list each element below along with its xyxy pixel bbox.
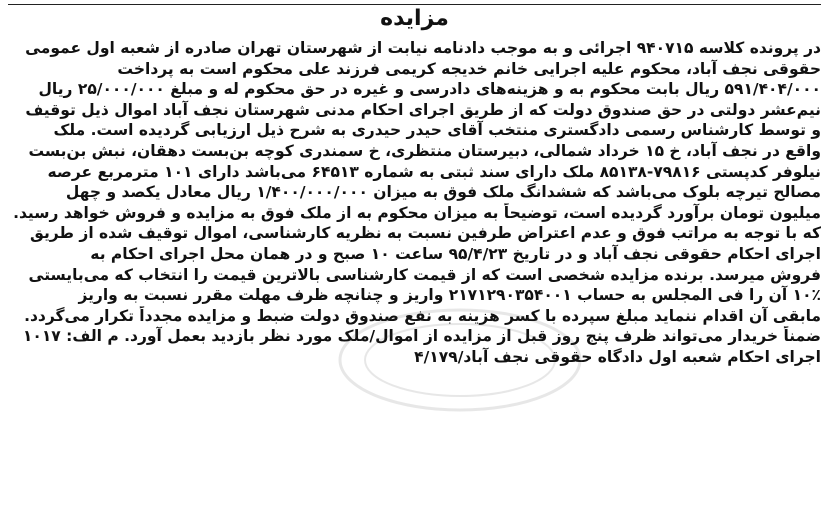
notice-line: نیلوفر کدپستی ۷۹۸۱۶-۸۵۱۳۸ ملک دارای سند ثبتی به شماره ۶۴۵۱۳ می‌باشد دارای ۱۰۱ مترمربع عرصه (47, 162, 821, 181)
notice-line: نیم‌عشر دولتی در حق صندوق دولت که از طریق اجرای احکام مدنی شهرستان نجف آباد اموال ذیل توقیف (25, 100, 821, 119)
notice-line: واقع در نجف آباد، خ ۱۵ خرداد شمالی، دبیرستان منتظری، خ سمندری کوچه بن‌بست دهقان، نبش بن‌بست (28, 141, 821, 160)
notice-line: میلیون تومان برآورد گردیده است، توضیحاً به میزان محکوم به از ملک فوق به مزایده و فروش خواهد رسید. (13, 203, 821, 222)
notice-line: اجرای احکام حقوقی نجف آباد و در تاریخ ۹۵/۴/۲۳ ساعت ۱۰ صبح و در همان محل اجرای احکام به (90, 244, 821, 263)
notice-line: مابقی آن اقدام ننماید مبلغ سپرده با کسر هزینه به نفع صندوق دولت ضبط و مزایده مجدداً تکرار می‌گردد. (24, 306, 821, 325)
notice-line: حقوقی نجف آباد، محکوم علیه اجرایی خانم خدیجه کریمی فرزند علی محکوم است به پرداخت (117, 59, 821, 78)
notice-title: مزایده (380, 6, 449, 31)
notice-line: ضمناً خریدار می‌تواند ظرف پنج روز قبل از مزایده از اموال/ملک مورد نظر بازدید بعمل آورد. م الف: ۱۰۱۷ (22, 327, 821, 346)
notice-line: ۵۹۱/۴۰۴/۰۰۰ ریال بابت محکوم به و هزینه‌های دادرسی و غیره در حق محکوم له و مبلغ ۲۵/۰۰۰/۰۰۰ ریال (38, 80, 821, 99)
notice-line: و توسط کارشناس رسمی دادگستری منتخب آقای حیدر حیدری به شرح ذیل ارزیابی گردیده است. ملک (53, 121, 821, 140)
top-rule (8, 4, 821, 5)
notice-line: فروش میرسد. برنده مزایده شخصی است که از قیمت کارشناسی بالاترین قیمت را انتخاب که می‌بایستی (28, 265, 821, 284)
notice-line: در پرونده کلاسه ۹۴۰۷۱۵ اجرائی و به موجب دادنامه نیابت از شهرستان تهران صادره از شعبه اول عمومی (25, 39, 821, 57)
notice-line: ۱۰٪ آن را فی المجلس به حساب ۲۱۷۱۲۹۰۳۵۴۰۰۱ واریز و چنانچه ظرف مهلت مقرر نسبت به واریز (78, 286, 821, 305)
notice-body (8, 38, 821, 368)
notice-line: که با توجه به مراتب فوق و عدم اعتراض طرفین نسبت به نظریه کارشناسی، اموال توقیف شده از طریق (29, 224, 821, 243)
notice-line: اجرای احکام شعبه اول دادگاه حقوقی نجف آباد/۴/۱۷۹ (414, 347, 821, 366)
notice-line: مصالح تیرچه بلوک می‌باشد که ششدانگ ملک فوق به میزان ۱/۴۰۰/۰۰۰/۰۰۰ ریال معادل یکصد و چهل (65, 183, 821, 202)
